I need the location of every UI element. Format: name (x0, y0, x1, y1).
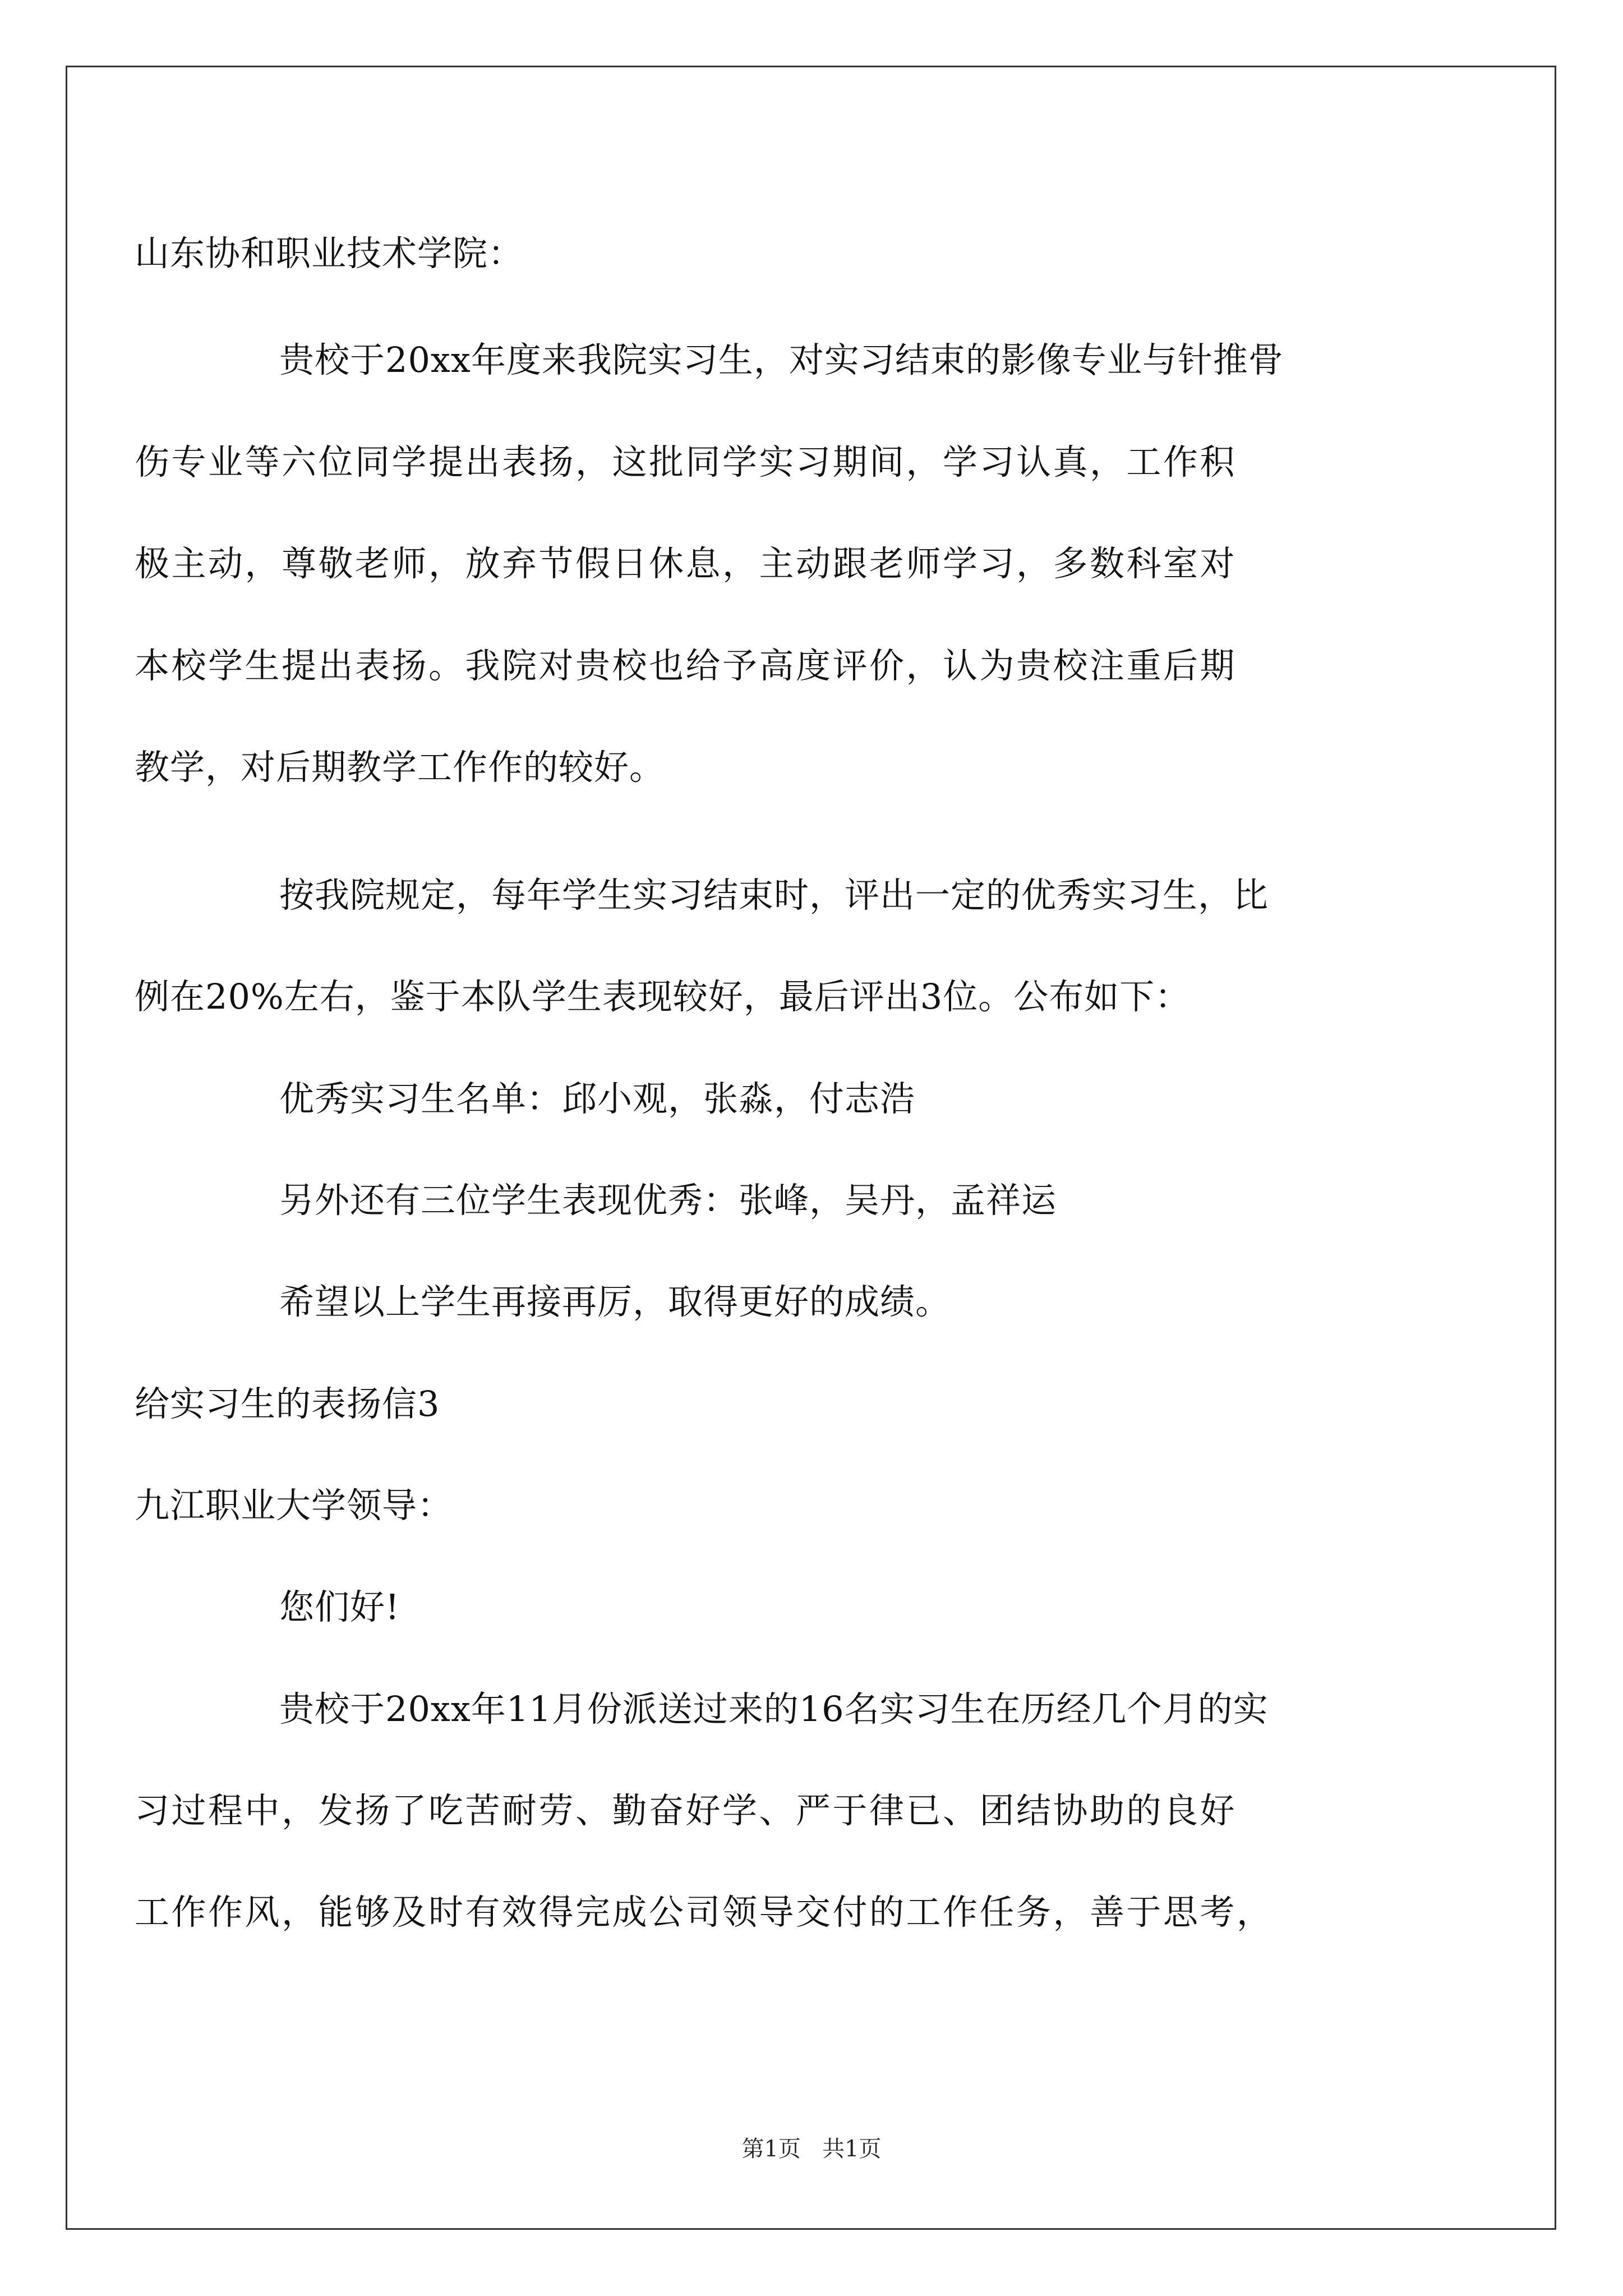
paragraph-line: 极主动，尊敬老师，放弃节假日休息，主动跟老师学习，多数科室对 (135, 543, 1237, 584)
paragraph-line: 贵校于20xx年11月份派送过来的16名实习生在历经几个月的实 (279, 1688, 1269, 1729)
paragraph-line: 教学，对后期教学工作作的较好。 (135, 747, 665, 788)
page-footer: 第1页 共1页 (741, 2136, 882, 2162)
honor-list-line: 另外还有三位学生表现优秀：张峰，吴丹，孟祥运 (279, 1180, 1057, 1221)
honor-list-line: 优秀实习生名单：邱小观，张淼，付志浩 (279, 1078, 916, 1119)
paragraph-line: 按我院规定，每年学生实习结束时，评出一定的优秀实习生，比 (279, 875, 1269, 915)
paragraph-line: 希望以上学生再接再厉，取得更好的成绩。 (279, 1281, 951, 1322)
paragraph-line: 伤专业等六位同学提出表扬，这批同学实习期间，学习认真，工作积 (135, 441, 1237, 482)
greeting: 您们好! (279, 1586, 400, 1627)
salutation: 九江职业大学领导： (135, 1485, 453, 1526)
paragraph-line: 本校学生提出表扬。我院对贵校也给予高度评价，认为贵校注重后期 (135, 645, 1237, 686)
section-heading: 给实习生的表扬信3 (135, 1383, 440, 1424)
paragraph-line: 习过程中，发扬了吃苦耐劳、勤奋好学、严于律已、团结协助的良好 (135, 1790, 1237, 1831)
paragraph-line: 贵校于20xx年度来我院实习生，对实习结束的影像专业与针推骨 (279, 339, 1284, 380)
paragraph-line: 例在20%左右，鉴于本队学生表现较好，最后评出3位。公布如下： (135, 976, 1191, 1017)
salutation: 山东协和职业技术学院： (135, 233, 524, 274)
paragraph-line: 工作作风，能够及时有效得完成公司领导交付的工作任务，善于思考， (135, 1892, 1274, 1932)
